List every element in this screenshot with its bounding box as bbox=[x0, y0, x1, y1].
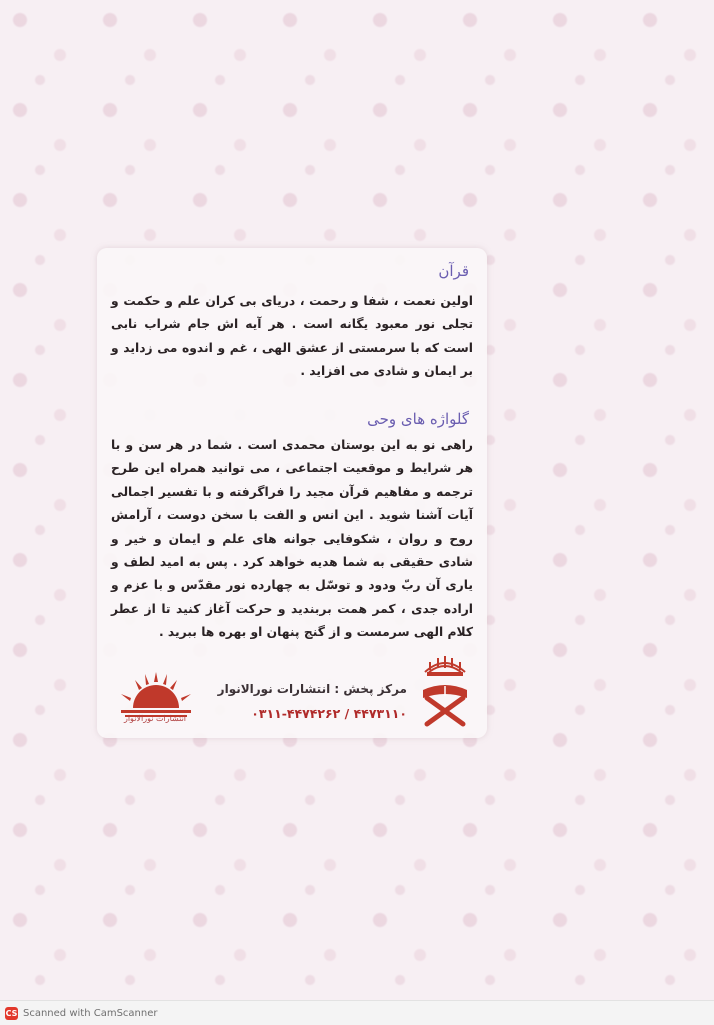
scanner-watermark-bar bbox=[0, 1000, 714, 1025]
quran-heading: قرآن bbox=[438, 262, 469, 280]
publisher-logo-caption: انتشارات نورالانوار bbox=[123, 714, 187, 723]
distributor-label: مرکز پخش : انتشارات نورالانوار bbox=[217, 682, 407, 696]
info-card bbox=[97, 248, 487, 738]
quran-paragraph: اولین نعمت ، شفا و رحمت ، دریای بی کران علم و حکمت و تجلی نور معبود یگانه است . هر آیه اش جام شراب نابی است که با سرمستی از عشق الهی ، غم و اندوه می زداید و بر ایمان و شادی می افزاید . bbox=[111, 294, 473, 379]
camscanner-logo-icon: CS bbox=[5, 1008, 18, 1018]
revelation-paragraph: راهی نو به این بوستان محمدی است . شما در هر سن و با هر شرایط و موقعیت اجتماعی ، می توانید همراه این طرح ترجمه و مفاهیم قرآن مجید را فراگرفته و با تفسیر اجمالی آیات آشنا شوید . این انس و الفت با سخن دوست ، آرامش روح و روان ، شکوفایی جوانه های علم و ایمان و خیر و شادی حقیقی به شما هدیه خواهد کرد . پس به امید لطف و یاری آن ربّ ودود و توسّل به چهارده نور مقدّس و با عزم و اراده جدی ، کمر همت بربندید و حرکت آغاز کنید تا از عطر کلام الهی سرمست و از گنج پنهان او بهره ها ببرید . bbox=[111, 438, 473, 640]
revelation-heading: گلواژه های وحی bbox=[367, 410, 469, 428]
scanner-watermark-text: Scanned with CamScanner bbox=[23, 1007, 158, 1019]
quran-stand-logo-icon bbox=[415, 650, 475, 730]
phone-numbers: ۰۳۱۱-۴۴۷۴۲۶۲ / ۴۴۷۳۱۱۰ bbox=[251, 706, 407, 721]
